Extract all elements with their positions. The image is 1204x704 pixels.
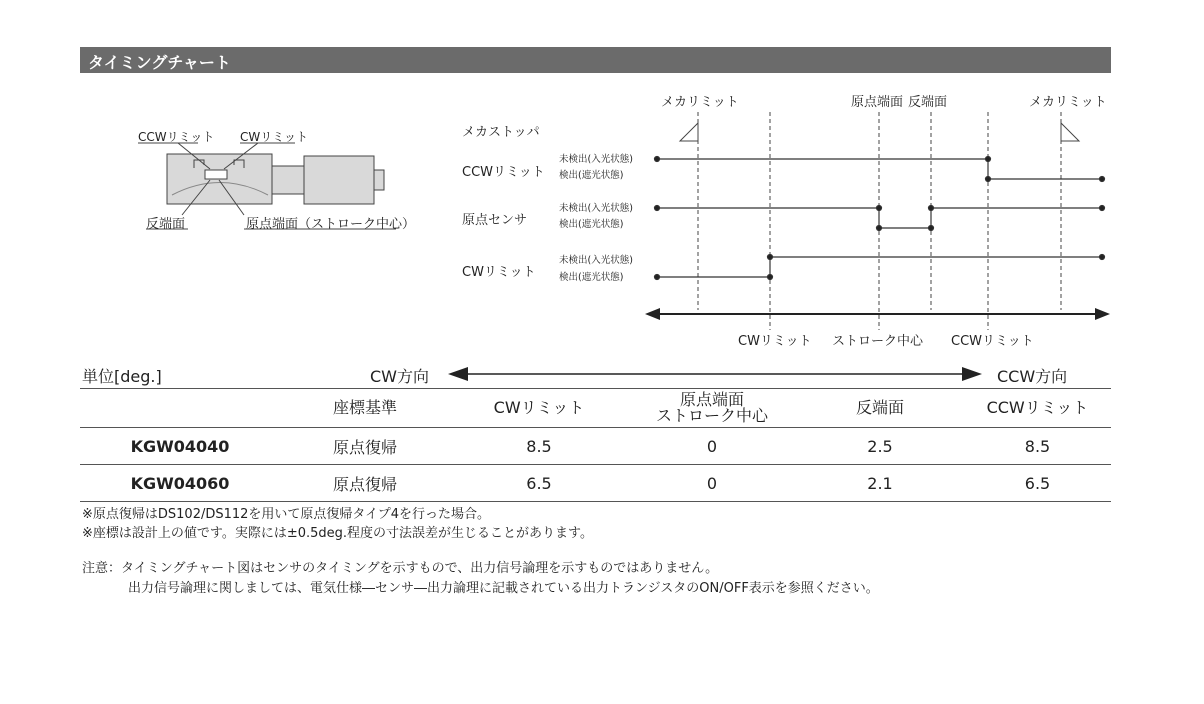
diagram-reverse-end-label: 反端面 bbox=[146, 217, 186, 232]
header-cell: 反端面 bbox=[855, 398, 904, 417]
top-label-reverse-face: 反端面 bbox=[908, 95, 948, 110]
row-label-mech-stopper: メカストッパ bbox=[462, 125, 540, 140]
diagram-cw-limit-label: CWリミット bbox=[240, 130, 309, 144]
state-ccw-top: 未検出(入光状態) bbox=[559, 154, 633, 165]
origin-sensor-signal bbox=[655, 206, 1105, 231]
state-origin-bottom: 検出(遮光状態) bbox=[559, 219, 624, 230]
diagram-origin-end-label: 原点端面（ストローク中心） bbox=[246, 217, 416, 232]
top-label-mech-limit-left: メカリミット bbox=[661, 95, 739, 110]
table-cell: 6.5 bbox=[1024, 473, 1051, 493]
table-cell: 0 bbox=[706, 473, 718, 493]
table-cell: 2.5 bbox=[867, 436, 893, 456]
table-cell: 0 bbox=[706, 436, 718, 456]
bottom-label-cw-limit: CWリミット bbox=[738, 334, 812, 349]
table-cell: KGW04040 bbox=[130, 436, 230, 456]
unit-label: 単位[deg.] bbox=[82, 367, 162, 386]
header-cell: CCWリミット bbox=[986, 398, 1089, 417]
direction-arrow bbox=[448, 367, 982, 381]
table-row bbox=[80, 465, 1111, 502]
caution-line-1: 注意：タイミングチャート図はセンサのタイミングを示すもので、出力信号論理を示すものではありません。 bbox=[82, 561, 719, 576]
coordinate-table bbox=[80, 388, 1111, 502]
table-cell: 8.5 bbox=[526, 436, 552, 456]
state-origin-top: 未検出(入光状態) bbox=[559, 203, 633, 214]
state-ccw-bottom: 検出(遮光状態) bbox=[559, 170, 624, 181]
stroke-axis-arrow bbox=[645, 308, 1110, 320]
header-cell: 座標基準 bbox=[332, 398, 397, 417]
header-cell: 原点端面 ストローク中心 bbox=[655, 390, 768, 425]
diagram-ccw-limit-label: CCWリミット bbox=[138, 130, 215, 144]
header-cell bbox=[80, 389, 280, 428]
table-cell: 8.5 bbox=[1024, 436, 1051, 456]
state-cw-top: 未検出(入光状態) bbox=[559, 255, 633, 266]
footnote-1: ※原点復帰はDS102/DS112を用いて原点復帰タイプ4を行った場合。 bbox=[82, 507, 491, 522]
ccw-direction-label: CCW方向 bbox=[997, 367, 1068, 386]
mech-stopper-marks bbox=[680, 123, 1079, 141]
header-cell: CWリミット bbox=[493, 398, 585, 417]
table-cell: 6.5 bbox=[526, 473, 552, 493]
section-title: タイミングチャート bbox=[88, 53, 231, 72]
footnote-2: ※座標は設計上の値です。実際には±0.5deg.程度の寸法誤差が生じることがあります。 bbox=[82, 526, 594, 541]
caution-line-2: 出力信号論理に関しましては、電気仕様―センサ―出力論理に記載されている出力トランジスタのON/OFF表示を参照ください。 bbox=[128, 581, 879, 596]
table-header-row bbox=[80, 389, 1111, 428]
row-label-ccw-limit: CCWリミット bbox=[462, 165, 545, 180]
table-cell: KGW04060 bbox=[130, 473, 230, 493]
bottom-label-ccw-limit: CCWリミット bbox=[951, 334, 1034, 349]
cw-direction-label: CW方向 bbox=[370, 367, 429, 386]
table-cell: 原点復帰 bbox=[332, 437, 397, 457]
state-cw-bottom: 検出(遮光状態) bbox=[559, 272, 624, 283]
row-label-cw-limit: CWリミット bbox=[462, 265, 536, 280]
bottom-label-stroke-center: ストローク中心 bbox=[832, 334, 924, 349]
top-label-mech-limit-right: メカリミット bbox=[1029, 95, 1107, 110]
table-cell: 原点復帰 bbox=[332, 474, 397, 494]
row-label-origin-sensor: 原点センサ bbox=[462, 213, 528, 228]
top-label-origin-face: 原点端面 bbox=[851, 95, 904, 110]
table-row bbox=[80, 428, 1111, 465]
table-cell: 2.1 bbox=[867, 473, 893, 493]
